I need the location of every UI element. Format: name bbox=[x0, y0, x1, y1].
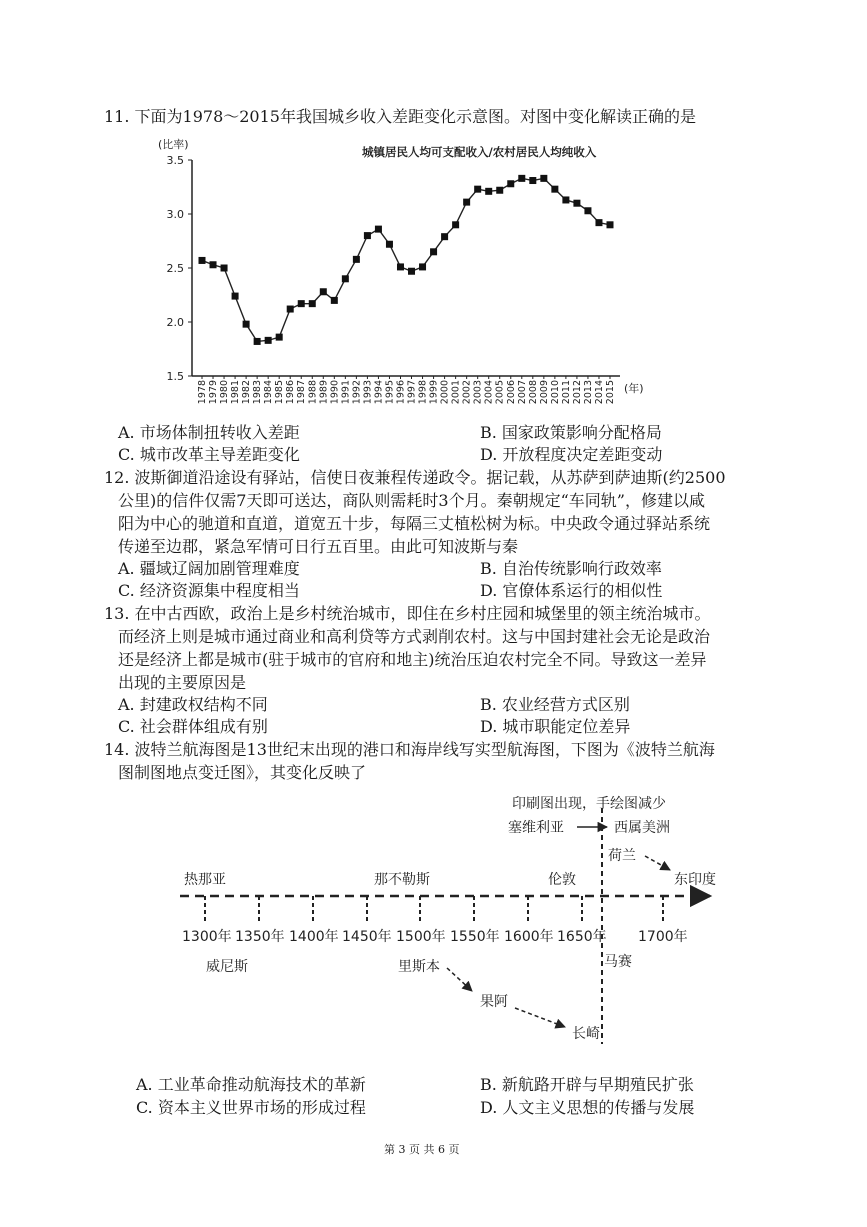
chart-x-tick-label: 2002 bbox=[461, 380, 473, 405]
year-1350: 1350年 bbox=[235, 929, 285, 945]
chart-y-tick-label: 2.0 bbox=[166, 316, 184, 329]
q13-option-c[interactable]: C. 社会群体组成有别 bbox=[118, 717, 268, 736]
q12-option-d[interactable]: D. 官僚体系运行的相似性 bbox=[480, 581, 663, 600]
q14-option-b[interactable]: B. 新航路开辟与早期殖民扩张 bbox=[480, 1075, 694, 1094]
q11-option-d[interactable]: D. 开放程度决定差距变动 bbox=[480, 445, 663, 464]
place-marseille: 马赛 bbox=[604, 954, 632, 970]
chart-y-tick-label: 1.5 bbox=[166, 370, 184, 383]
year-1300: 1300年 bbox=[182, 929, 232, 945]
chart-y-tick-label: 3.5 bbox=[166, 154, 184, 167]
chart-data-point bbox=[386, 241, 393, 248]
q11-option-a[interactable]: A. 市场体制扭转收入差距 bbox=[118, 423, 300, 442]
chart-x-tick-label: 1999 bbox=[428, 380, 440, 405]
q12-option-b[interactable]: B. 自治传统影响行政效率 bbox=[480, 559, 662, 578]
q14-option-c[interactable]: C. 资本主义世界市场的形成过程 bbox=[136, 1098, 366, 1117]
portolan-chart-location-timeline bbox=[170, 786, 730, 1050]
chart-x-tick-label: 1978 bbox=[197, 380, 208, 405]
chart-x-tick-label: 1982 bbox=[241, 380, 253, 405]
q13-line-2: 而经济上则是城市通过商业和高利贷等方式剥削农村。这与中国封建社会无论是政治 bbox=[118, 627, 711, 646]
q13-line-1: 13. 在中古西欧，政治上是乡村统治城市，即住在乡村庄园和城堡里的领主统治城市。 bbox=[104, 604, 711, 623]
chart-x-tick-label: 2011 bbox=[560, 380, 572, 405]
chart-x-tick-label: 2010 bbox=[549, 380, 561, 405]
chart-x-tick-label: 1980 bbox=[219, 380, 231, 405]
q11-option-c[interactable]: C. 城市改革主导差距变化 bbox=[118, 445, 300, 464]
chart-x-tick-label: 2000 bbox=[439, 380, 451, 405]
q12-line-3: 阳为中心的驰道和直道，道宽五十步，每隔三丈植松树为标。中央政令通过驿站系统 bbox=[118, 514, 711, 533]
chart-x-tick-label: 1995 bbox=[384, 380, 396, 405]
chart-data-point bbox=[342, 275, 349, 282]
q13-line-3: 还是经济上都是城市(驻于城市的官府和地主)统治压迫农村完全不同。导致这一差异 bbox=[118, 650, 707, 669]
chart-data-point bbox=[529, 177, 536, 184]
place-east-indies: 东印度 bbox=[674, 872, 716, 888]
q11-stem: 11. 下面为1978～2015年我国城乡收入差距变化示意图。对图中变化解读正确的是 bbox=[104, 107, 696, 126]
chart-data-point bbox=[287, 306, 294, 313]
chart-data-point bbox=[607, 221, 614, 228]
place-naples: 那不勒斯 bbox=[374, 872, 430, 888]
chart-data-point bbox=[408, 268, 415, 275]
q13-line-4: 出现的主要原因是 bbox=[118, 673, 247, 692]
chart-data-point bbox=[584, 207, 591, 214]
chart-data-point bbox=[375, 226, 382, 233]
chart-x-tick-label: 1996 bbox=[395, 380, 407, 405]
place-holland: 荷兰 bbox=[608, 848, 636, 864]
lisbon-goa-arrow bbox=[447, 968, 472, 991]
goa-nagasaki-arrow bbox=[515, 1008, 565, 1027]
chart-data-point bbox=[199, 257, 206, 264]
chart-x-tick-label: 1979 bbox=[208, 380, 220, 405]
chart-data-point bbox=[210, 261, 217, 268]
chart-x-tick-label: 1990 bbox=[329, 380, 341, 405]
chart-data-point bbox=[430, 248, 437, 255]
chart-x-tick-label: 1987 bbox=[296, 380, 308, 405]
income-ratio-line-chart bbox=[150, 134, 670, 416]
year-1450: 1450年 bbox=[342, 929, 392, 945]
year-1600: 1600年 bbox=[504, 929, 554, 945]
chart-x-tick-label: 2012 bbox=[571, 380, 583, 405]
place-london: 伦敦 bbox=[548, 872, 576, 888]
chart-x-tick-label: 1991 bbox=[340, 380, 352, 405]
q14-line-1: 14. 波特兰航海图是13世纪末出现的港口和海岸线写实型航海图，下图为《波特兰航海 bbox=[104, 740, 715, 759]
year-1400: 1400年 bbox=[289, 929, 339, 945]
chart-data-point bbox=[309, 300, 316, 307]
place-venice: 威尼斯 bbox=[206, 959, 248, 975]
chart-x-axis-label: (年) bbox=[624, 382, 644, 395]
chart-data-point bbox=[331, 297, 338, 304]
q11-option-b[interactable]: B. 国家政策影响分配格局 bbox=[480, 423, 662, 442]
place-goa: 果阿 bbox=[480, 994, 508, 1010]
q14-line-2: 图制图地点变迁图》，其变化反映了 bbox=[118, 763, 367, 782]
chart-data-point bbox=[221, 265, 228, 272]
chart-data-point bbox=[276, 334, 283, 341]
chart-title: 城镇居民人均可支配收入/农村居民人均纯收入 bbox=[362, 145, 597, 159]
chart-y-tick-label: 3.0 bbox=[166, 208, 184, 221]
chart-data-point bbox=[243, 321, 250, 328]
chart-y-axis-label: (比率) bbox=[158, 138, 189, 151]
chart-series-line bbox=[202, 178, 610, 341]
chart-data-point bbox=[452, 221, 459, 228]
year-1500: 1500年 bbox=[396, 929, 446, 945]
chart-data-point bbox=[595, 219, 602, 226]
page-footer: 第 3 页 共 6 页 bbox=[384, 1143, 460, 1156]
chart-x-tick-label: 2003 bbox=[472, 380, 484, 405]
chart-data-point bbox=[353, 256, 360, 263]
chart-data-point bbox=[551, 186, 558, 193]
chart-x-tick-label: 1985 bbox=[274, 380, 286, 405]
chart-data-point bbox=[320, 288, 327, 295]
q12-line-4: 传递至边郡，紧急军情可日行五百里。由此可知波斯与秦 bbox=[118, 537, 519, 556]
holland-arrow bbox=[645, 856, 670, 870]
q12-option-a[interactable]: A. 疆域辽阔加剧管理难度 bbox=[118, 559, 300, 578]
q13-option-a[interactable]: A. 封建政权结构不同 bbox=[118, 695, 268, 714]
chart-data-point bbox=[507, 180, 514, 187]
chart-data-point bbox=[573, 200, 580, 207]
place-nagasaki: 长崎 bbox=[572, 1026, 600, 1042]
q12-option-c[interactable]: C. 经济资源集中程度相当 bbox=[118, 581, 300, 600]
chart-data-point bbox=[441, 233, 448, 240]
chart-data-point bbox=[298, 300, 305, 307]
chart-data-point bbox=[265, 337, 272, 344]
chart-data-point bbox=[232, 293, 239, 300]
chart-x-tick-label: 1998 bbox=[417, 380, 429, 405]
place-lisbon: 里斯本 bbox=[398, 959, 440, 975]
chart-x-tick-label: 2004 bbox=[483, 380, 495, 405]
chart-data-point bbox=[496, 187, 503, 194]
chart-x-tick-label: 2005 bbox=[494, 380, 506, 405]
chart-x-tick-label: 1997 bbox=[406, 380, 418, 405]
chart-x-tick-label: 1988 bbox=[307, 380, 319, 405]
chart-x-tick-label: 1989 bbox=[318, 380, 330, 405]
print-map-note: 印刷图出现，手绘图减少 bbox=[512, 796, 666, 812]
place-seville: 塞维利亚 bbox=[508, 820, 564, 836]
q12-line-1: 12. 波斯御道沿途设有驿站，信使日夜兼程传递政令。据记载，从苏萨到萨迪斯(约2500 bbox=[104, 468, 726, 487]
year-1700: 1700年 bbox=[638, 929, 688, 945]
chart-data-point bbox=[463, 199, 470, 206]
q13-option-d[interactable]: D. 城市职能定位差异 bbox=[480, 717, 631, 736]
chart-data-point bbox=[540, 175, 547, 182]
year-1650: 1650年 bbox=[557, 929, 607, 945]
chart-data-point bbox=[562, 196, 569, 203]
place-spanish-america: 西属美洲 bbox=[614, 820, 670, 836]
timeline-ticks bbox=[205, 896, 663, 922]
chart-x-tick-label: 1984 bbox=[263, 380, 275, 405]
chart-x-tick-label: 1992 bbox=[351, 380, 363, 405]
chart-x-tick-label: 2008 bbox=[527, 380, 539, 405]
q14-option-a[interactable]: A. 工业革命推动航海技术的革新 bbox=[136, 1075, 366, 1094]
chart-x-tick-label: 1981 bbox=[230, 380, 242, 405]
chart-x-tick-label: 2009 bbox=[538, 380, 550, 405]
chart-data-point bbox=[419, 263, 426, 270]
chart-x-tick-label: 2014 bbox=[593, 380, 605, 405]
chart-data-point bbox=[254, 338, 261, 345]
year-1550: 1550年 bbox=[450, 929, 500, 945]
chart-x-tick-label: 1993 bbox=[362, 380, 374, 405]
q12-line-2: 公里)的信件仅需7天即可送达，商队则需耗时3个月。秦朝规定“车同轨”，修建以咸 bbox=[118, 491, 705, 510]
chart-x-tick-label: 2007 bbox=[516, 380, 528, 405]
chart-data-point bbox=[485, 188, 492, 195]
chart-x-tick-label: 2013 bbox=[582, 380, 594, 405]
chart-x-tick-label: 1994 bbox=[373, 380, 385, 405]
chart-x-tick-label: 2001 bbox=[450, 380, 462, 405]
q14-option-d[interactable]: D. 人文主义思想的传播与发展 bbox=[480, 1098, 695, 1117]
chart-y-tick-label: 2.5 bbox=[166, 262, 184, 275]
chart-x-tick-label: 1986 bbox=[285, 380, 297, 405]
chart-data-point bbox=[397, 263, 404, 270]
chart-x-tick-label: 2006 bbox=[505, 380, 517, 405]
chart-data-point bbox=[364, 232, 371, 239]
chart-data-point bbox=[518, 175, 525, 182]
chart-x-tick-label: 2015 bbox=[605, 380, 616, 405]
place-genoa: 热那亚 bbox=[184, 872, 226, 888]
chart-data-point bbox=[474, 186, 481, 193]
q13-option-b[interactable]: B. 农业经营方式区别 bbox=[480, 695, 630, 714]
chart-x-tick-label: 1983 bbox=[252, 380, 264, 405]
